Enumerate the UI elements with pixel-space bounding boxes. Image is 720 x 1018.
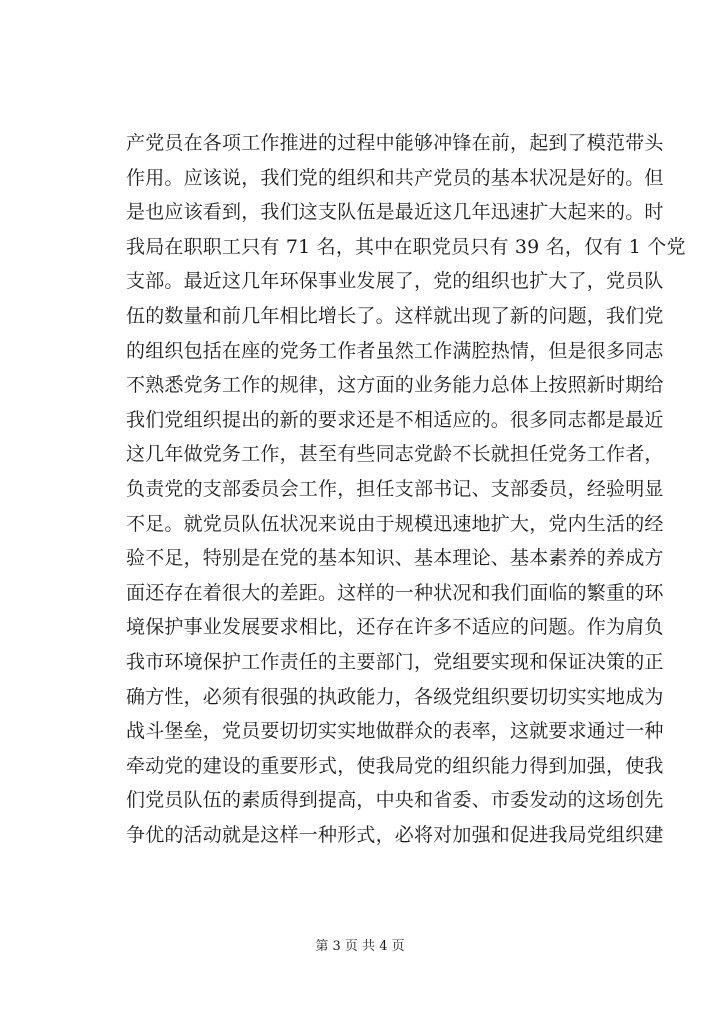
text-line: 我们党组织提出的新的要求还是不相适应的。很多同志都是最近 xyxy=(126,408,664,431)
text-line: 产党员在各项工作推进的过程中能够冲锋在前，起到了模范带头 xyxy=(126,132,664,154)
text-line: 作用。应该说，我们党的组织和共产党员的基本状况是好的。但 xyxy=(126,166,664,189)
text-line: 是也应该看到，我们这支队伍是最近这几年迅速扩大起来的。时 xyxy=(126,201,664,224)
text-line: 负责党的支部委员会工作，担任支部书记、支部委员，经验明显 xyxy=(126,477,664,500)
text-line: 我局在职职工只有 71 名，其中在职党员只有 39 名，仅有 1 个党 xyxy=(126,235,686,258)
page-footer: 第 3 页 共 4 页 xyxy=(315,939,405,954)
text-line: 确方性，必须有很强的执政能力，各级党组织要切切实实地成为 xyxy=(126,685,664,708)
text-line: 的组织包括在座的党务工作者虽然工作满腔热情，但是很多同志 xyxy=(126,339,664,362)
text-line: 不足。就党员队伍状况来说由于规模迅速地扩大，党内生活的经 xyxy=(126,512,664,535)
text-line: 面还存在着很大的差距。这样的一种状况和我们面临的繁重的环 xyxy=(126,581,664,604)
text-line: 伍的数量和前几年相比增长了。这样就出现了新的问题，我们党 xyxy=(126,304,664,327)
text-line: 们党员队伍的素质得到提高，中央和省委、市委发动的这场创先 xyxy=(126,789,664,812)
text-line: 我市环境保护工作责任的主要部门，党组要实现和保证决策的正 xyxy=(126,650,664,673)
text-line: 境保护事业发展要求相比，还存在许多不适应的问题。作为肩负 xyxy=(126,616,664,639)
text-line: 这几年做党务工作，甚至有些同志党龄不长就担任党务工作者， xyxy=(126,443,664,466)
text-line: 争优的活动就是这样一种形式，必将对加强和促进我局党组织建 xyxy=(126,823,664,846)
body-text xyxy=(126,126,686,852)
text-line: 牵动党的建设的重要形式，使我局党的组织能力得到加强，使我 xyxy=(126,754,664,777)
text-line: 支部。最近这几年环保事业发展了，党的组织也扩大了，党员队 xyxy=(126,270,664,293)
text-line: 验不足，特别是在党的基本知识、基本理论、基本素养的养成方 xyxy=(126,547,664,570)
text-line: 战斗堡垒，党员要切切实实地做群众的表率，这就要求通过一种 xyxy=(126,720,664,743)
text-line: 不熟悉党务工作的规律，这方面的业务能力总体上按照新时期给 xyxy=(126,374,664,397)
